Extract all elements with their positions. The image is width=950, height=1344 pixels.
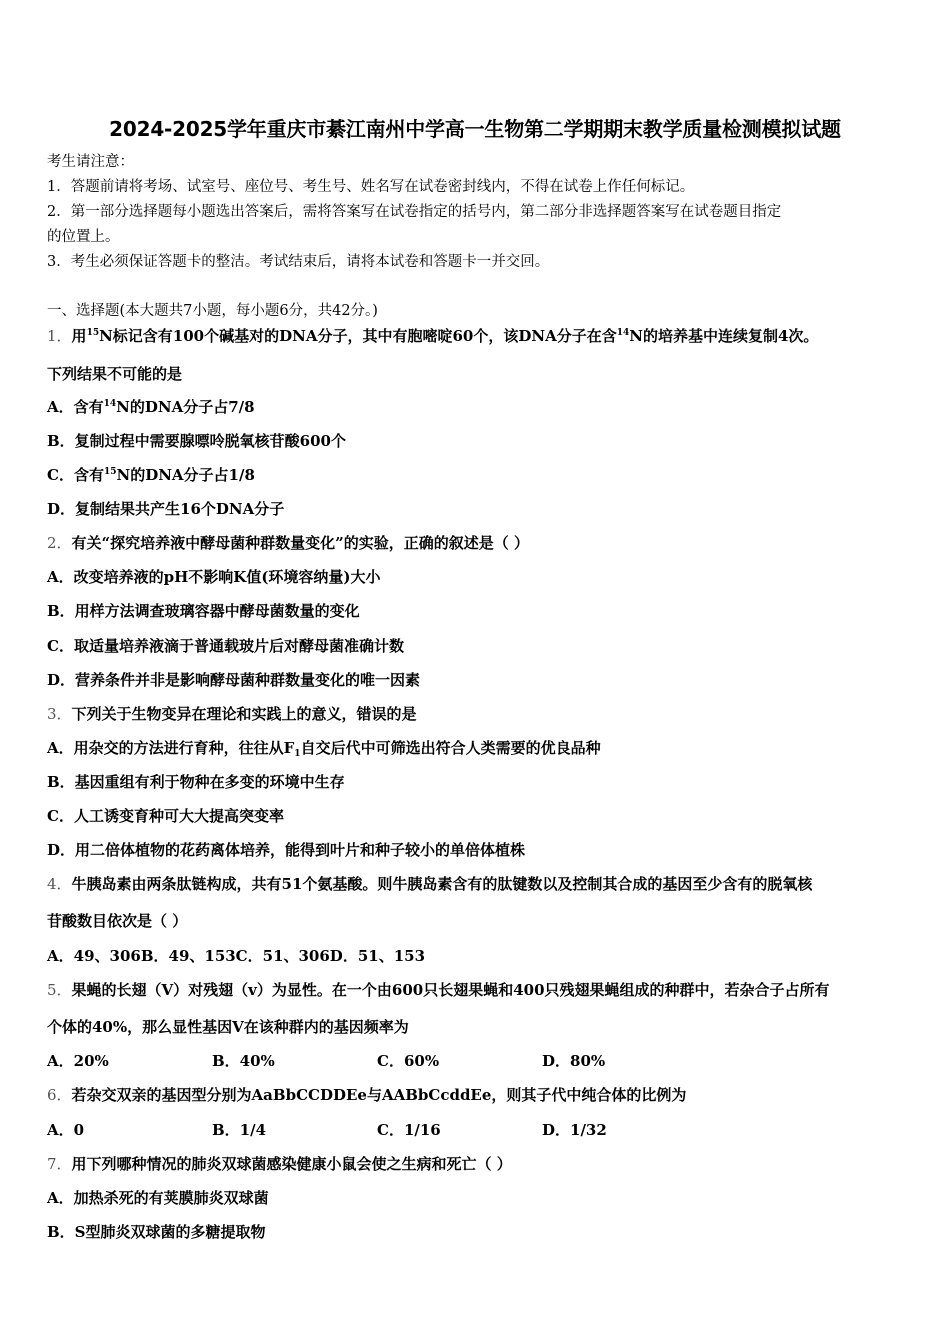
question-3-option-b: B．基因重组有利于物种在多变的环境中生存 xyxy=(47,773,345,791)
question-3-option-a: A．用杂交的方法进行育种，往往从$F_1$自交后代中可筛选出符合人类需要的优良品种 xyxy=(47,739,601,759)
question-number: 6． xyxy=(47,1086,72,1104)
question-number: 4． xyxy=(47,875,72,893)
question-5-option-b: B．40% xyxy=(212,1052,275,1070)
question-1-option-b: B．复制过程中需要腺嘌呤脱氧核苷酸600个 xyxy=(47,432,346,450)
question-1-option-c: C．含有$^{15}$N的DNA分子占1/8 xyxy=(47,466,255,484)
section-heading: 一、选择题(本大题共7小题，每小题6分，共42分。) xyxy=(47,303,378,319)
question-number: 1． xyxy=(47,327,72,345)
notice-item-2: 2．第一部分选择题每小题选出答案后，需将答案写在试卷指定的括号内，第二部分非选择题答案写在试卷题目指定 xyxy=(47,204,782,220)
notice-item-3: 3．考生必须保证答题卡的整洁。考试结束后，请将本试卷和答题卡一并交回。 xyxy=(47,254,550,270)
question-6-option-b: B．1/4 xyxy=(212,1121,267,1139)
exam-title: 2024-2025学年重庆市綦江南州中学高一生物第二学期期末教学质量检测模拟试题 xyxy=(109,117,841,141)
notice-item-1: 1．答题前请将考场、试室号、座位号、考生号、姓名写在试卷密封线内，不得在试卷上作任何标记。 xyxy=(47,179,695,195)
question-6-stem: 6．若杂交双亲的基因型分别为AaBbCCDDEe与AABbCcddEe，则其子代中纯合体的比例为 xyxy=(47,1086,687,1104)
question-5-option-a: A．20% xyxy=(47,1052,109,1070)
question-number: 7． xyxy=(47,1155,72,1173)
question-7-stem: 7．用下列哪种情况的肺炎双球菌感染健康小鼠会使之生病和死亡（ ） xyxy=(47,1155,512,1173)
question-1-stem: 1．用$^{15}$N标记含有100个碱基对的DNA分子，其中有胞嘧啶60个，该DNA分子在含$^{14}$N的培养基中连续复制4次。 xyxy=(47,327,819,345)
question-3-option-c: C．人工诱变育种可大大提高突变率 xyxy=(47,807,284,825)
question-2-option-b: B．用样方法调查玻璃容器中酵母菌数量的变化 xyxy=(47,602,360,620)
question-3-option-d: D．用二倍体植物的花药离体培养，能得到叶片和种子较小的单倍体植株 xyxy=(47,841,526,859)
question-5-option-d: D．80% xyxy=(542,1052,606,1070)
question-4-stem-cont: 苷酸数目依次是（ ） xyxy=(47,912,188,930)
question-3-stem: 3．下列关于生物变异在理论和实践上的意义，错误的是 xyxy=(47,705,417,723)
question-6-option-a: A．0 xyxy=(47,1121,85,1139)
question-2-option-c: C．取适量培养液滴于普通载玻片后对酵母菌准确计数 xyxy=(47,637,404,655)
question-5-stem: 5．果蝇的长翅（V）对残翅（v）为显性。在一个由600只长翅果蝇和400只残翅果蝇组成的种群中，若杂合子占所有 xyxy=(47,981,830,999)
question-5-option-c: C．60% xyxy=(377,1052,440,1070)
question-7-option-b: B．S型肺炎双球菌的多糖提取物 xyxy=(47,1223,266,1241)
question-4-options: A．49、306B．49、153C．51、306D．51、153 xyxy=(47,947,426,965)
question-1-option-d: D．复制结果共产生16个DNA分子 xyxy=(47,500,285,518)
notice-heading: 考生请注意： xyxy=(47,154,134,170)
question-6-option-d: D．1/32 xyxy=(542,1121,607,1139)
question-5-options xyxy=(47,1052,747,1070)
question-2-stem: 2．有关“探究培养液中酵母菌种群数量变化”的实验，正确的叙述是（ ） xyxy=(47,534,530,552)
question-7-option-a: A．加热杀死的有荚膜肺炎双球菌 xyxy=(47,1189,269,1207)
question-number: 2． xyxy=(47,534,72,552)
notice-item-2-cont: 的位置上。 xyxy=(47,229,120,245)
question-number: 5． xyxy=(47,981,72,999)
question-number: 3． xyxy=(47,705,72,723)
question-1-option-a: A．含有$^{14}$N的DNA分子占7/8 xyxy=(47,398,255,416)
question-1-stem-cont: 下列结果不可能的是 xyxy=(47,365,183,383)
question-5-stem-cont: 个体的40%，那么显性基因V在该种群内的基因频率为 xyxy=(47,1018,409,1036)
question-2-option-d: D．营养条件并非是影响酵母菌种群数量变化的唯一因素 xyxy=(47,671,421,689)
question-6-options xyxy=(47,1121,747,1139)
question-4-stem: 4．牛胰岛素由两条肽链构成，共有51个氨基酸。则牛胰岛素含有的肽键数以及控制其合成的基因至少含有的脱氧核 xyxy=(47,875,813,893)
question-6-option-c: C．1/16 xyxy=(377,1121,441,1139)
question-2-option-a: A．改变培养液的pH不影响K值(环境容纳量)大小 xyxy=(47,568,381,586)
